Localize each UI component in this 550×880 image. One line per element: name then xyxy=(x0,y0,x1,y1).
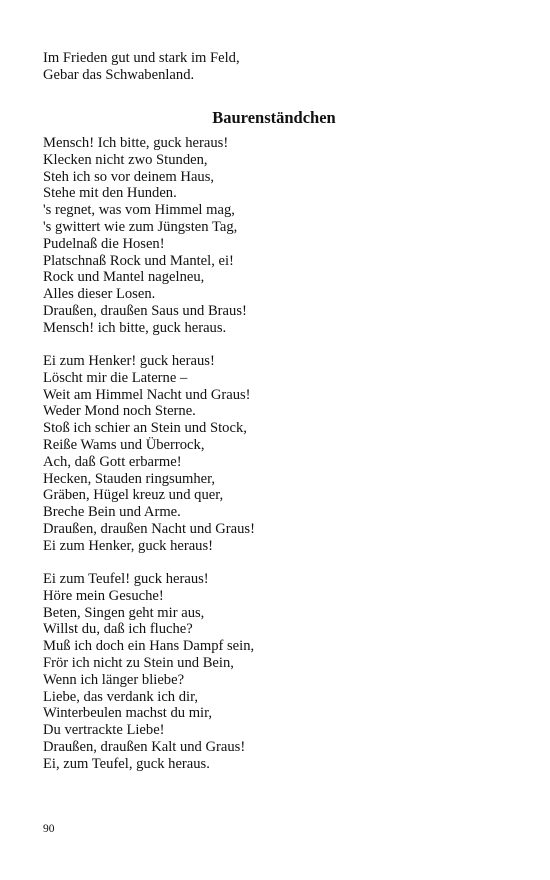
verse-line: Draußen, draußen Saus und Braus! xyxy=(43,302,247,319)
intro-verse xyxy=(43,50,513,84)
poem-title: Baurenständchen xyxy=(212,108,336,127)
verse-line: Löscht mir die Laterne – xyxy=(43,369,188,386)
verse-line: Weit am Himmel Nacht und Graus! xyxy=(43,386,251,403)
stanza-2 xyxy=(43,353,513,555)
verse-line: Willst du, daß ich fluche? xyxy=(43,621,193,638)
verse-line: Wenn ich länger bliebe? xyxy=(43,671,185,688)
stanza-1 xyxy=(43,135,513,337)
verse-line: Ei zum Teufel! guck heraus! xyxy=(43,571,209,587)
verse-line: Stehe mit den Hunden. xyxy=(43,185,177,202)
verse-line: Alles dieser Losen. xyxy=(43,286,156,303)
verse-line: 's gwittert wie zum Jüngsten Tag, xyxy=(43,218,238,235)
verse-line: Rock und Mantel nagelneu, xyxy=(43,269,205,286)
verse-line: Ei zum Henker, guck heraus! xyxy=(43,537,214,554)
verse-line: Platschnaß Rock und Mantel, ei! xyxy=(43,252,234,269)
verse-line: Muß ich doch ein Hans Dampf sein, xyxy=(43,638,255,655)
verse-line: Gräben, Hügel kreuz und quer, xyxy=(43,487,224,504)
page-number: 90 xyxy=(43,823,55,835)
verse-line: Liebe, das verdank ich dir, xyxy=(43,688,199,705)
verse-line: Gebar das Schwabenland. xyxy=(43,66,195,83)
verse-line: Hecken, Stauden ringsumher, xyxy=(43,470,216,487)
verse-line: Du vertrackte Liebe! xyxy=(43,722,165,739)
stanza-3 xyxy=(43,571,513,773)
verse-line: Ei zum Henker! guck heraus! xyxy=(43,353,215,369)
verse-line: Klecken nicht zwo Stunden, xyxy=(43,151,208,168)
verse-line: Im Frieden gut und stark im Feld, xyxy=(43,50,240,66)
verse-line: Frör ich nicht zu Stein und Bein, xyxy=(43,654,234,671)
verse-line: Draußen, draußen Kalt und Graus! xyxy=(43,738,246,755)
verse-line: 's regnet, was vom Himmel mag, xyxy=(43,202,235,219)
verse-line: Ei, zum Teufel, guck heraus. xyxy=(43,755,210,772)
verse-line: Mensch! Ich bitte, guck heraus! xyxy=(43,135,229,151)
verse-line: Ach, daß Gott erbarme! xyxy=(43,453,182,470)
verse-line: Pudelnaß die Hosen! xyxy=(43,235,165,252)
verse-line: Stoß ich schier an Stein und Stock, xyxy=(43,420,247,437)
verse-line: Reiße Wams und Überrock, xyxy=(43,436,205,453)
verse-line: Weder Mond noch Sterne. xyxy=(43,403,196,420)
verse-line: Draußen, draußen Nacht und Graus! xyxy=(43,520,255,537)
verse-line: Winterbeulen machst du mir, xyxy=(43,705,213,722)
verse-line: Breche Bein und Arme. xyxy=(43,504,181,521)
verse-line: Beten, Singen geht mir aus, xyxy=(43,604,205,621)
verse-line: Mensch! ich bitte, guck heraus. xyxy=(43,319,227,336)
verse-line: Höre mein Gesuche! xyxy=(43,587,164,604)
verse-line: Steh ich so vor deinem Haus, xyxy=(43,168,215,185)
